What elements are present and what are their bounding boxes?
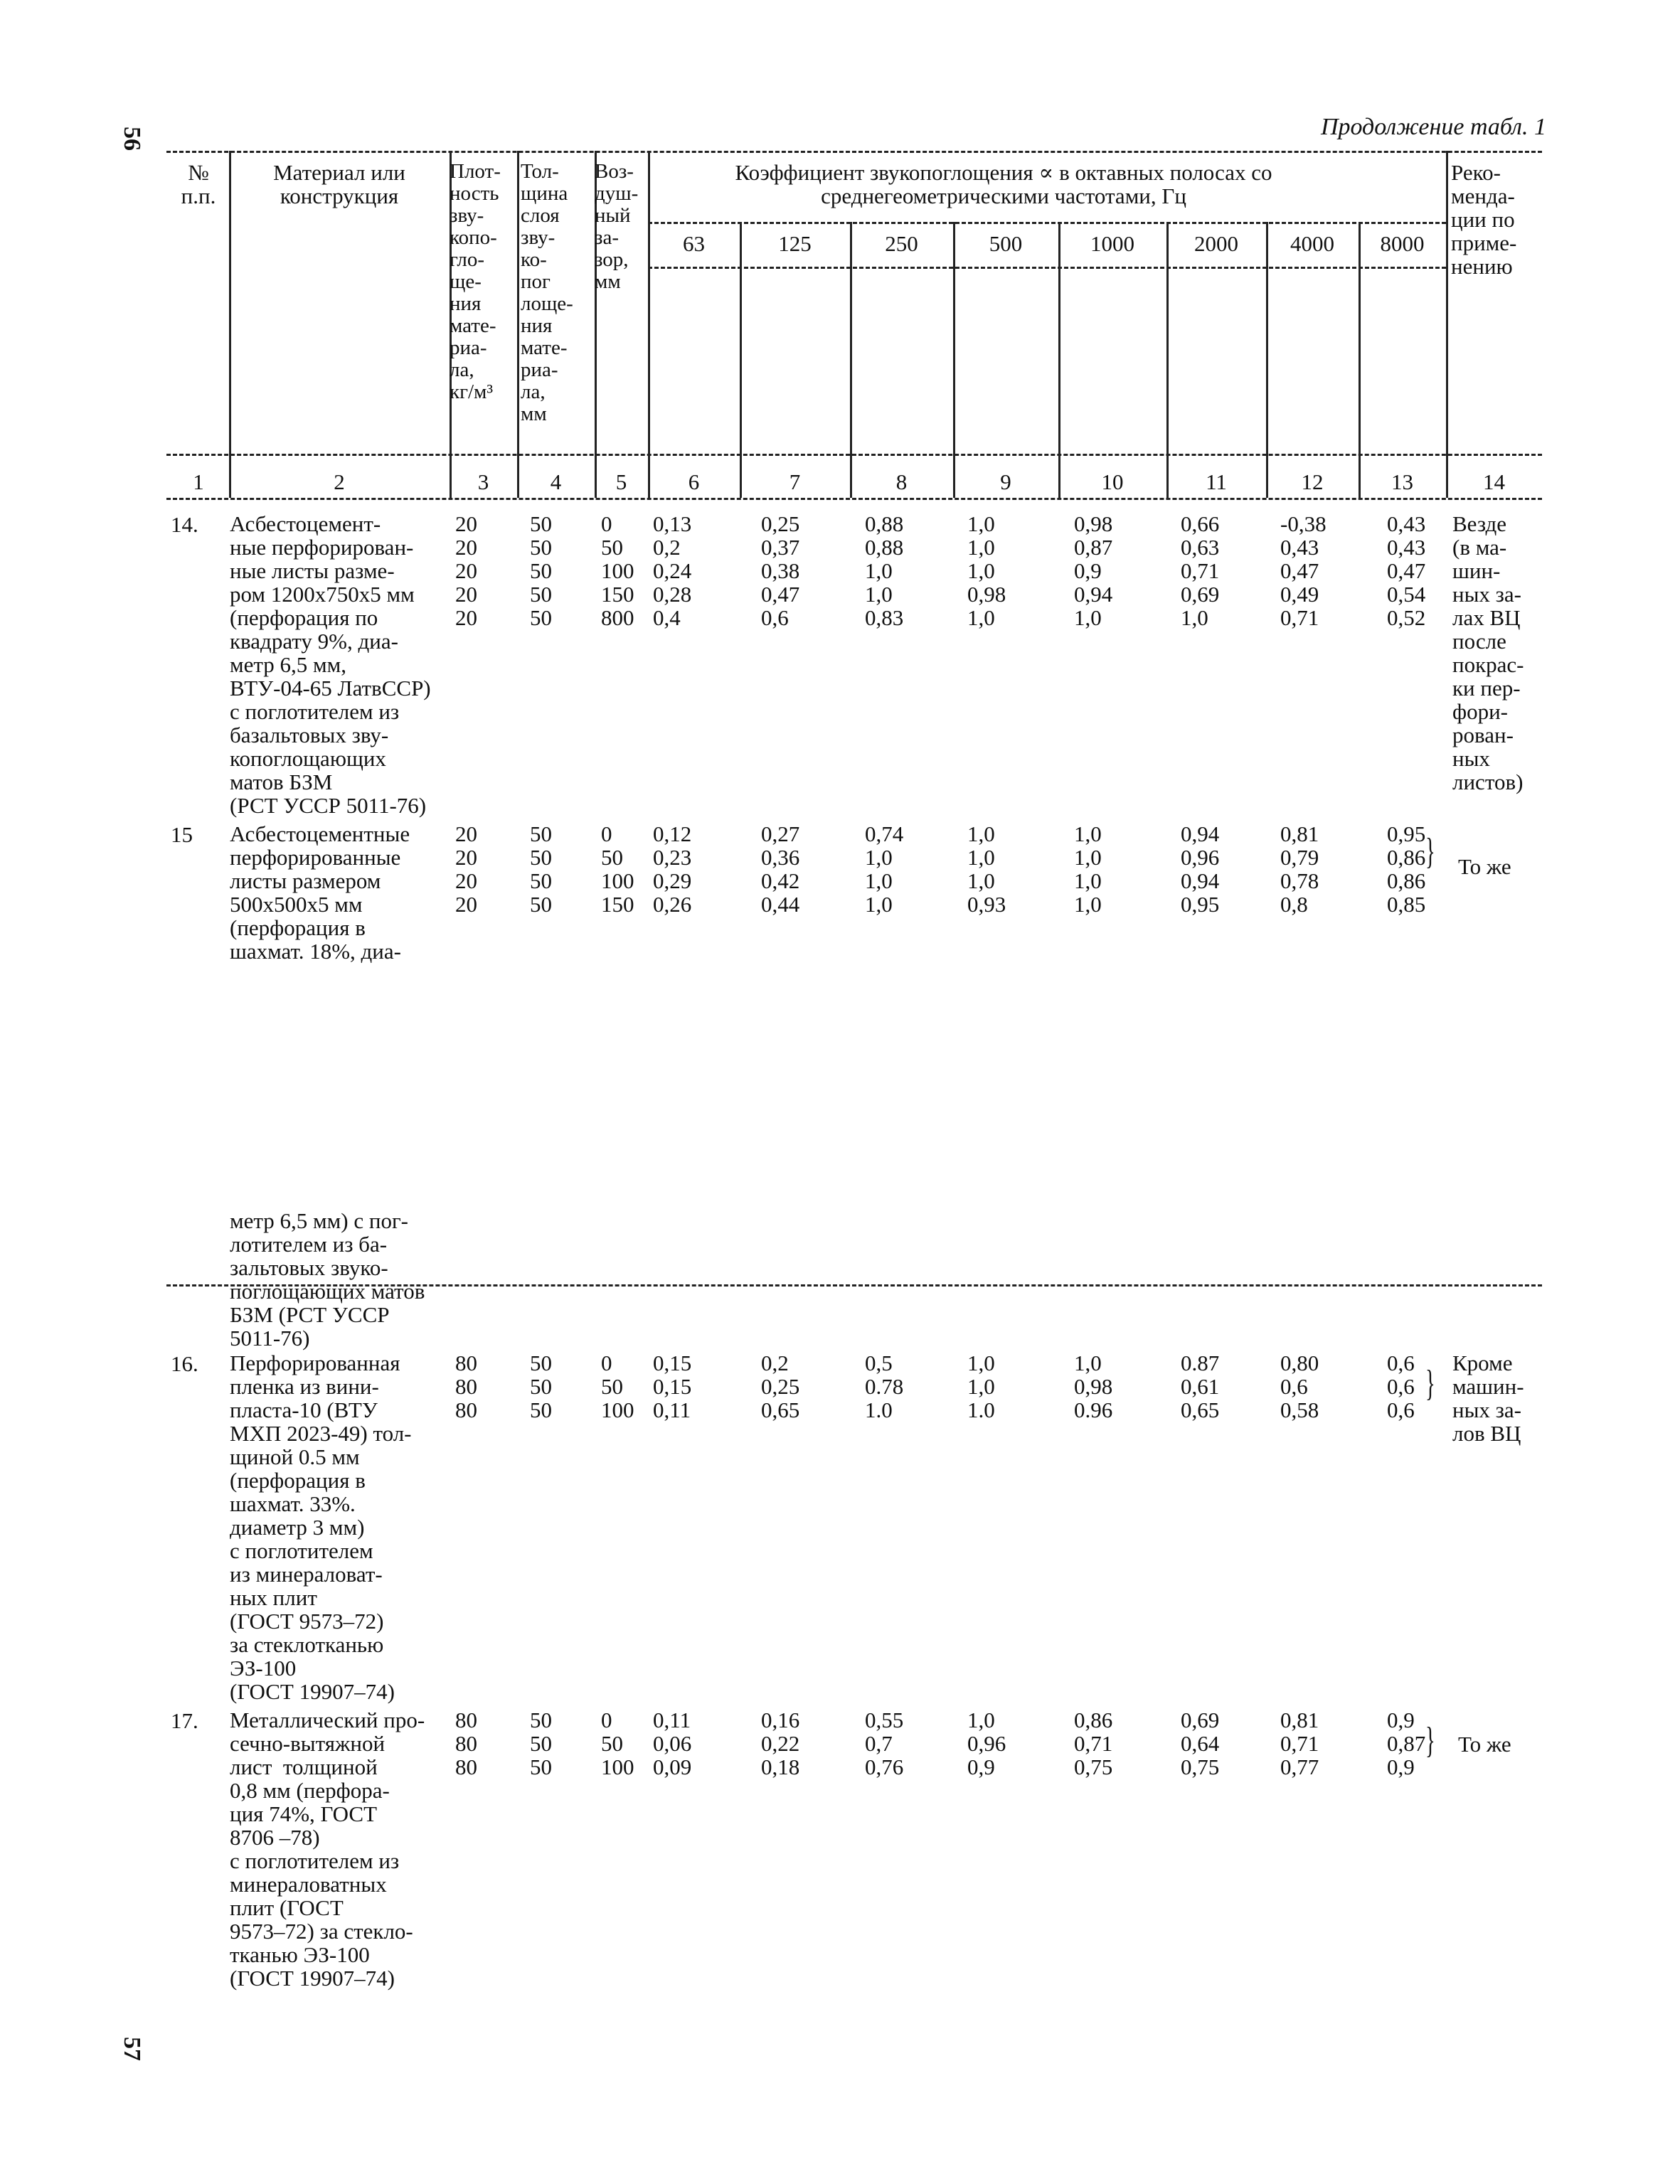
header-freq-500: 500	[989, 231, 1023, 256]
row-number: 14.	[171, 512, 198, 537]
row-gap: 0 50 100 150	[601, 821, 634, 917]
row-number: 16.	[171, 1351, 198, 1376]
row-f63: 0,12 0,23 0,29 0,26	[653, 821, 692, 917]
row-f250: 0,74 1,0 1,0 1,0	[865, 821, 904, 917]
row-number: 17.	[171, 1708, 198, 1733]
col-number-10: 10	[1101, 469, 1124, 494]
grid-col-7	[850, 222, 852, 498]
brace-icon: }	[1425, 831, 1435, 872]
row-f1000: 0,86 0,71 0,75	[1074, 1708, 1113, 1779]
grid-line-freq-top	[648, 222, 1446, 224]
row-f500: 1,0 1,0 1.0	[967, 1351, 995, 1422]
col-number-2: 2	[334, 469, 345, 494]
row-material: Металлический про- сечно-вытяжной лист толщиной 0,8 мм (перфора- ция 74%, ГОСТ 8706 –78) с поглотителем из минераловатных плит (ГОСТ 9573–72) за стекло- тканью ЭЗ-100 (ГОСТ 19907–74)	[230, 1708, 425, 1991]
row-f250: 0,55 0,7 0,76	[865, 1708, 904, 1779]
row-f4000: 0,81 0,71 0,77	[1280, 1708, 1319, 1779]
col-number-13: 13	[1391, 469, 1413, 494]
grid-col-6	[740, 222, 742, 498]
header-material: Материал или конструкция	[273, 160, 405, 208]
row-f4000: -0,38 0,43 0,47 0,49 0,71	[1280, 511, 1327, 630]
row-material-continued: метр 6,5 мм) с пог- лотителем из ба- зальтовых звуко- поглощающих матов БЗМ (РСТ УССР 5011-76)	[230, 1208, 425, 1351]
row-f125: 0,16 0,22 0,18	[761, 1708, 800, 1779]
header-density: Плот- ность зву- копо- гло- ще- ния мате- риа- ла, кг/м³	[450, 160, 501, 403]
row-f8000: 0,95 0,86 0,86 0,85	[1387, 821, 1426, 917]
header-gap: Воз- душ- ный за- зор, мм	[595, 160, 639, 293]
row-f250: 0,88 0,88 1,0 1,0 0,83	[865, 511, 904, 630]
page-number-top: 56	[119, 127, 145, 151]
row-density: 80 80 80	[455, 1351, 477, 1422]
row-f1000: 1,0 1,0 1,0 1,0	[1074, 821, 1102, 917]
row-recommendation: Кроме машин- ных за- лов ВЦ	[1452, 1351, 1524, 1446]
col-number-9: 9	[1000, 469, 1011, 494]
row-material: Асбестоцемент- ные перфорирован- ные листы разме- ром 1200x750x5 мм (перфорация по квадрату 9%, диа- метр 6,5 мм, ВТУ-04-65 ЛатвССР) с поглотителем из базальтовых зву- копоглощающих матов БЗМ (РСТ УССР 5011-76)	[230, 511, 431, 818]
col-number-12: 12	[1301, 469, 1324, 494]
grid-line-freq-bottom	[648, 267, 1446, 269]
row-f8000: 0,6 0,6 0,6	[1387, 1351, 1415, 1422]
row-thickness: 50 50 50	[530, 1351, 552, 1422]
grid-line-numbers-bottom	[166, 498, 1542, 500]
grid-col-10	[1166, 222, 1169, 498]
col-number-8: 8	[895, 469, 908, 494]
row-thickness: 50 50 50	[530, 1708, 552, 1779]
row-material: Асбестоцементные перфорированные листы размером 500x500x5 мм (перфорация в шахмат. 18%, диа-	[230, 821, 410, 964]
col-number-7: 7	[789, 469, 801, 494]
row-thickness: 50 50 50 50	[530, 821, 552, 917]
row-f2000: 0,66 0,63 0,71 0,69 1,0	[1181, 511, 1220, 630]
row-material: Перфорированная пленка из вини- пласта-10 (ВТУ МХП 2023-49) тол- щиной 0.5 мм (перфорация в шахмат. 33%. диаметр 3 мм) с поглотителем из минераловат- ных плит (ГОСТ 9573–72) за стеклотканью ЭЗ-100 (ГОСТ 19907–74)	[230, 1351, 412, 1704]
row-f1000: 0,98 0,87 0,9 0,94 1,0	[1074, 511, 1113, 630]
header-coefficient-title: Коэффициент звукопоглощения ∝ в октавных полосах со среднегеометрическими частотами, Гц	[735, 160, 1272, 208]
header-freq-250: 250	[885, 231, 918, 256]
header-no: № п.п.	[181, 160, 216, 208]
grid-col-9	[1058, 222, 1060, 498]
row-f2000: 0.87 0,61 0,65	[1181, 1351, 1220, 1422]
col-number-6: 6	[688, 469, 700, 494]
row-f500: 1,0 1,0 1,0 0,93	[967, 821, 1006, 917]
row-gap: 0 50 100	[601, 1708, 634, 1779]
grid-col-11	[1266, 222, 1268, 498]
row-recommendation: То же	[1458, 854, 1511, 879]
row-recommendation: То же	[1458, 1732, 1511, 1757]
row-f8000: 0,43 0,43 0,47 0,54 0,52	[1387, 511, 1426, 630]
page-number-bottom: 57	[119, 2037, 145, 2061]
row-f125: 0,2 0,25 0,65	[761, 1351, 800, 1422]
row-f125: 0,27 0,36 0,42 0,44	[761, 821, 800, 917]
row-gap: 0 50 100 150 800	[601, 511, 634, 630]
row-number: 15	[171, 822, 193, 847]
brace-icon: }	[1425, 1720, 1435, 1761]
row-f250: 0,5 0.78 1.0	[865, 1351, 904, 1422]
table-caption: Продолжение табл. 1	[1320, 114, 1546, 140]
row-f63: 0,11 0,06 0,09	[653, 1708, 692, 1779]
grid-col-13	[1446, 151, 1448, 498]
header-recommendation: Реко- менда- ции по приме- нению	[1451, 160, 1517, 279]
header-freq-125: 125	[778, 231, 812, 256]
brace-icon: }	[1425, 1363, 1435, 1404]
row-f63: 0,15 0,15 0,11	[653, 1351, 692, 1422]
header-freq-2000: 2000	[1194, 231, 1238, 256]
row-f4000: 0,81 0,79 0,78 0,8	[1280, 821, 1319, 917]
header-freq-8000: 8000	[1380, 231, 1425, 256]
row-density: 20 20 20 20 20	[455, 511, 477, 630]
grid-col-3	[517, 151, 519, 498]
row-f63: 0,13 0,2 0,24 0,28 0,4	[653, 511, 692, 630]
row-f500: 1,0 1,0 1,0 0,98 1,0	[967, 511, 1006, 630]
col-number-11: 11	[1206, 469, 1227, 494]
header-thickness: Тол- щина слоя зву- ко- пог лоще- ния мате- риа- ла, мм	[521, 160, 573, 425]
grid-line-header-bottom	[166, 454, 1542, 456]
row-density: 20 20 20 20	[455, 821, 477, 917]
row-f2000: 0,94 0,96 0,94 0,95	[1181, 821, 1220, 917]
header-freq-4000: 4000	[1290, 231, 1334, 256]
grid-line-top	[166, 151, 1542, 153]
row-f4000: 0,80 0,6 0,58	[1280, 1351, 1319, 1422]
row-f125: 0,25 0,37 0,38 0,47 0,6	[761, 511, 800, 630]
row-f1000: 1,0 0,98 0.96	[1074, 1351, 1113, 1422]
grid-col-8	[953, 222, 955, 498]
header-freq-1000: 1000	[1090, 231, 1134, 256]
grid-col-12	[1359, 222, 1361, 498]
header-freq-63: 63	[683, 231, 705, 256]
col-number-14: 14	[1483, 469, 1505, 494]
row-recommendation: Везде (в ма- шин- ных за- лах ВЦ после покрас- ки пер- фори- рован- ных листов)	[1452, 511, 1524, 794]
row-density: 80 80 80	[455, 1708, 477, 1779]
col-number-4: 4	[550, 469, 562, 494]
row-f500: 1,0 0,96 0,9	[967, 1708, 1006, 1779]
col-number-1: 1	[193, 469, 204, 494]
col-number-5: 5	[615, 469, 627, 494]
row-gap: 0 50 100	[601, 1351, 634, 1422]
row-f8000: 0,9 0,87 0,9	[1387, 1708, 1426, 1779]
row-thickness: 50 50 50 50 50	[530, 511, 552, 630]
col-number-3: 3	[477, 469, 489, 494]
row-f2000: 0,69 0,64 0,75	[1181, 1708, 1220, 1779]
